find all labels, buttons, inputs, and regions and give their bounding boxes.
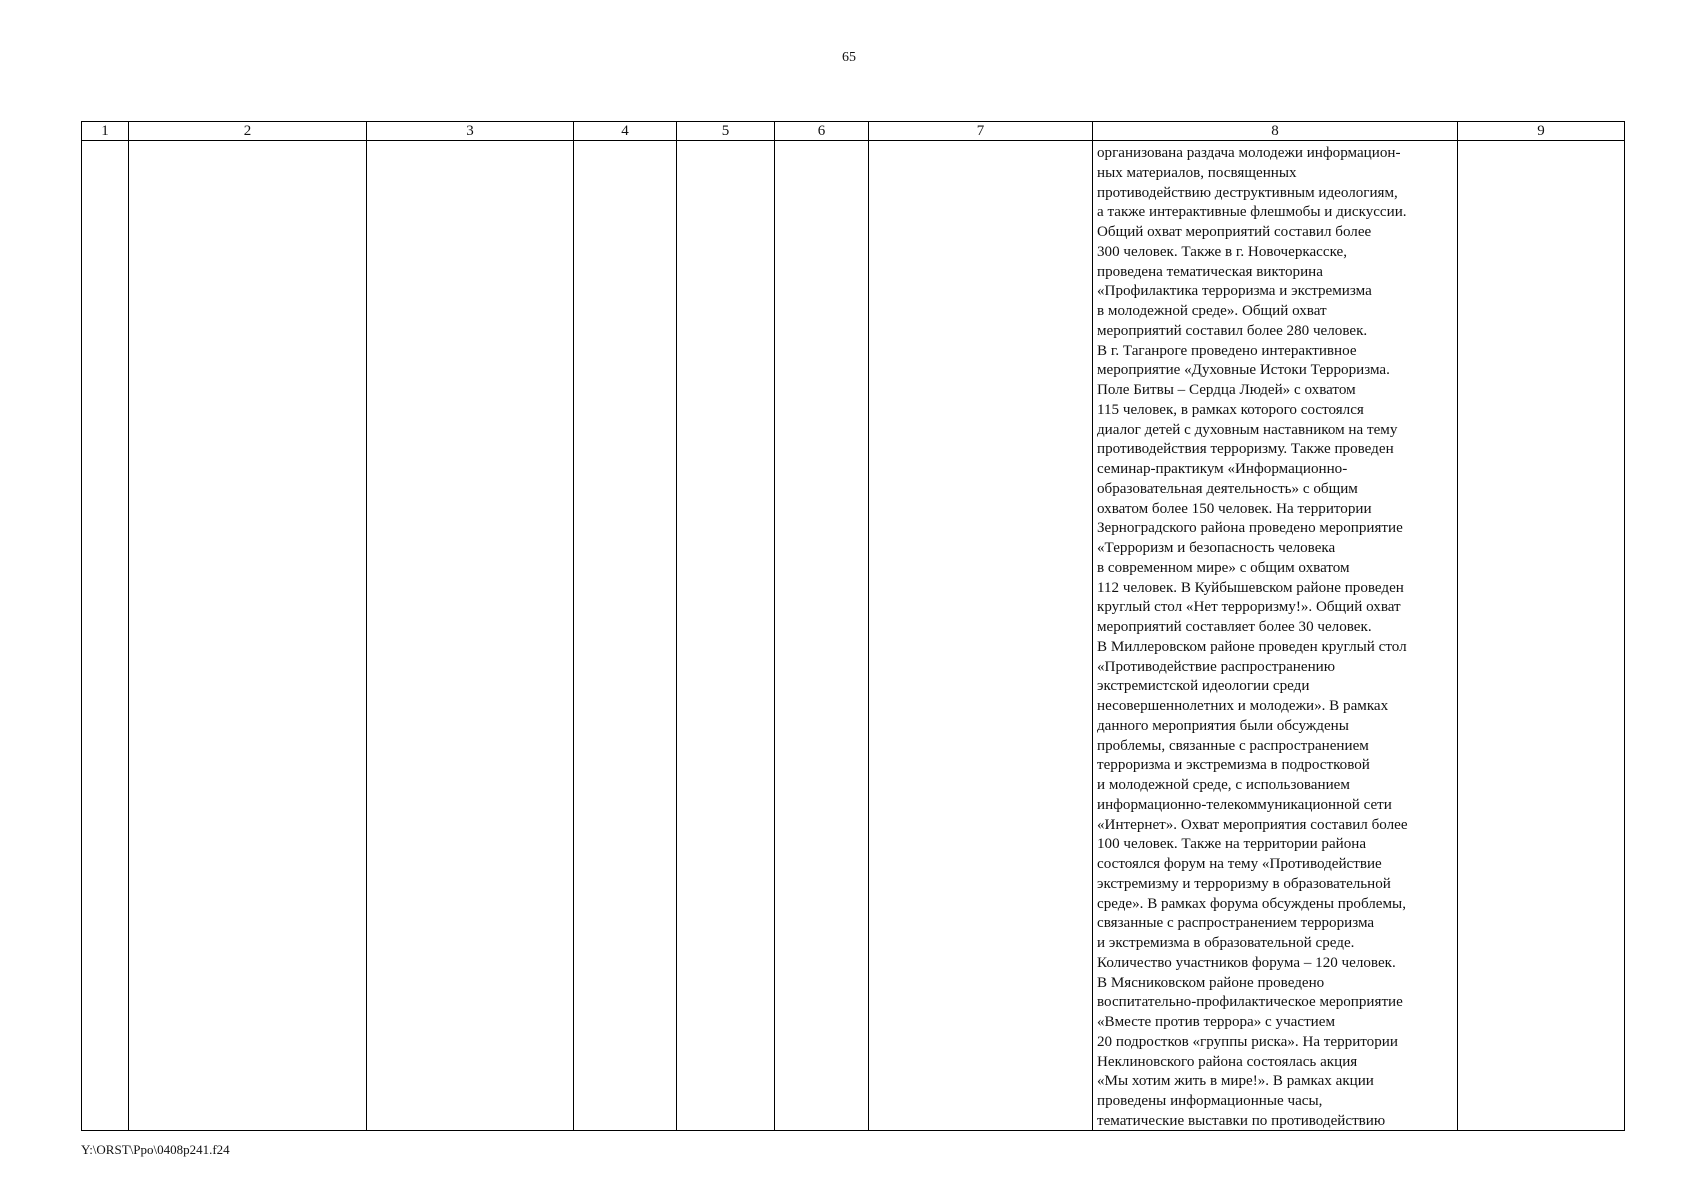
text-line: круглый стол «Нет терроризму!». Общий охват bbox=[1097, 599, 1401, 616]
text-line: В Миллеровском районе проведен круглый стол bbox=[1097, 638, 1407, 655]
column-header-2: 2 bbox=[129, 122, 367, 141]
text-line: ных материалов, посвященных bbox=[1097, 164, 1297, 181]
cell-col-9 bbox=[1458, 141, 1625, 1131]
text-line: В г. Таганроге проведено интерактивное bbox=[1097, 342, 1357, 359]
cell-col-5 bbox=[677, 141, 775, 1131]
column-header-6: 6 bbox=[775, 122, 869, 141]
text-line: мероприятие «Духовные Истоки Терроризма. bbox=[1097, 362, 1390, 379]
text-line: В Мясниковском районе проведено bbox=[1097, 974, 1325, 991]
text-line: Поле Битвы – Сердца Людей» с охватом bbox=[1097, 382, 1356, 398]
text-line: 300 человек. Также в г. Новочеркасске, bbox=[1097, 243, 1348, 260]
text-line: проведена тематическая викторина bbox=[1097, 263, 1323, 280]
text-line: организована раздача молодежи информацион- bbox=[1097, 145, 1401, 161]
text-line: Зерноградского района проведено мероприятие bbox=[1097, 520, 1403, 537]
text-line: проблемы, связанные с распространением bbox=[1097, 737, 1369, 754]
text-line: «Интернет». Охват мероприятия составил более bbox=[1097, 816, 1408, 833]
footer-file-path: Y:\ORST\Ppo\0408p241.f24 bbox=[81, 1142, 230, 1157]
column-header-8: 8 bbox=[1093, 122, 1458, 141]
cell-col-7 bbox=[869, 141, 1093, 1131]
text-line: в молодежной среде». Общий охват bbox=[1097, 303, 1327, 319]
text-line: мероприятий составляет более 30 человек. bbox=[1097, 619, 1372, 635]
cell-col-6 bbox=[775, 141, 869, 1131]
text-line: «Вместе против террора» с участием bbox=[1097, 1014, 1335, 1030]
text-line: состоялся форум на тему «Противодействие bbox=[1097, 856, 1382, 872]
header-row bbox=[82, 122, 1625, 141]
text-line: 100 человек. Также на территории района bbox=[1097, 836, 1367, 853]
text-line: в современном мире» с общим охватом bbox=[1097, 559, 1350, 576]
column-header-1: 1 bbox=[82, 122, 129, 141]
text-line: «Мы хотим жить в мире!». В рамках акции bbox=[1097, 1073, 1374, 1090]
column-header-3: 3 bbox=[367, 122, 574, 141]
text-line: тематические выставки по противодействию bbox=[1097, 1112, 1386, 1129]
text-line: и экстремизма в образовательной среде. bbox=[1097, 935, 1355, 951]
text-line: Неклиновского района состоялась акция bbox=[1097, 1053, 1358, 1070]
text-line: мероприятий составил более 280 человек. bbox=[1097, 322, 1368, 339]
text-line: экстремистской идеологии среди bbox=[1097, 678, 1310, 695]
cell-col-4 bbox=[574, 141, 677, 1131]
text-line: диалог детей с духовным наставником на тему bbox=[1097, 421, 1398, 438]
text-line: информационно-телекоммуникационной сети bbox=[1097, 796, 1392, 813]
text-line: воспитательно-профилактическое мероприятие bbox=[1097, 994, 1403, 1011]
text-line: и молодежной среде, с использованием bbox=[1097, 777, 1350, 793]
text-line: среде». В рамках форума обсуждены проблемы, bbox=[1097, 895, 1406, 912]
text-line: противодействию деструктивным идеологиям, bbox=[1097, 184, 1398, 201]
text-line: «Терроризм и безопасность человека bbox=[1097, 540, 1336, 556]
text-line: противодействия терроризму. Также проведен bbox=[1097, 441, 1394, 458]
text-line: 112 человек. В Куйбышевском районе проведен bbox=[1097, 579, 1404, 596]
column-header-4: 4 bbox=[574, 122, 677, 141]
text-line: несовершеннолетних и молодежи». В рамках bbox=[1097, 698, 1389, 714]
text-line: «Противодействие распространению bbox=[1097, 658, 1336, 675]
text-line: 20 подростков «группы риска». На территории bbox=[1097, 1033, 1398, 1050]
text-line: «Профилактика терроризма и экстремизма bbox=[1097, 283, 1372, 300]
text-line: а также интерактивные флешмобы и дискуссии. bbox=[1097, 204, 1407, 221]
text-line: 115 человек, в рамках которого состоялся bbox=[1097, 401, 1364, 418]
cell-col-3 bbox=[367, 141, 574, 1131]
text-line: экстремизму и терроризму в образовательной bbox=[1097, 875, 1391, 892]
text-line: проведены информационные часы, bbox=[1097, 1093, 1323, 1109]
text-line: терроризма и экстремизма в подростковой bbox=[1097, 757, 1370, 774]
text-line: Общий охват мероприятий составил более bbox=[1097, 224, 1372, 240]
page-number: 65 bbox=[842, 50, 856, 65]
text-line: Количество участников форума – 120 человек. bbox=[1097, 954, 1396, 971]
text-line: связанные с распространением терроризма bbox=[1097, 915, 1375, 932]
table-row bbox=[82, 141, 1625, 1131]
cell-col-8 bbox=[1093, 141, 1458, 1131]
text-line: данного мероприятия были обсуждены bbox=[1097, 717, 1349, 734]
text-line: семинар-практикум «Информационно- bbox=[1097, 461, 1348, 477]
text-line: образовательная деятельность» с общим bbox=[1097, 480, 1358, 497]
text-line: охватом более 150 человек. На территории bbox=[1097, 500, 1372, 517]
column-8-text bbox=[1093, 141, 1457, 1130]
column-header-5: 5 bbox=[677, 122, 775, 141]
column-header-9: 9 bbox=[1458, 122, 1625, 141]
cell-col-2 bbox=[129, 141, 367, 1131]
column-header-7: 7 bbox=[869, 122, 1093, 141]
report-table bbox=[81, 121, 1625, 1131]
cell-col-1 bbox=[82, 141, 129, 1131]
